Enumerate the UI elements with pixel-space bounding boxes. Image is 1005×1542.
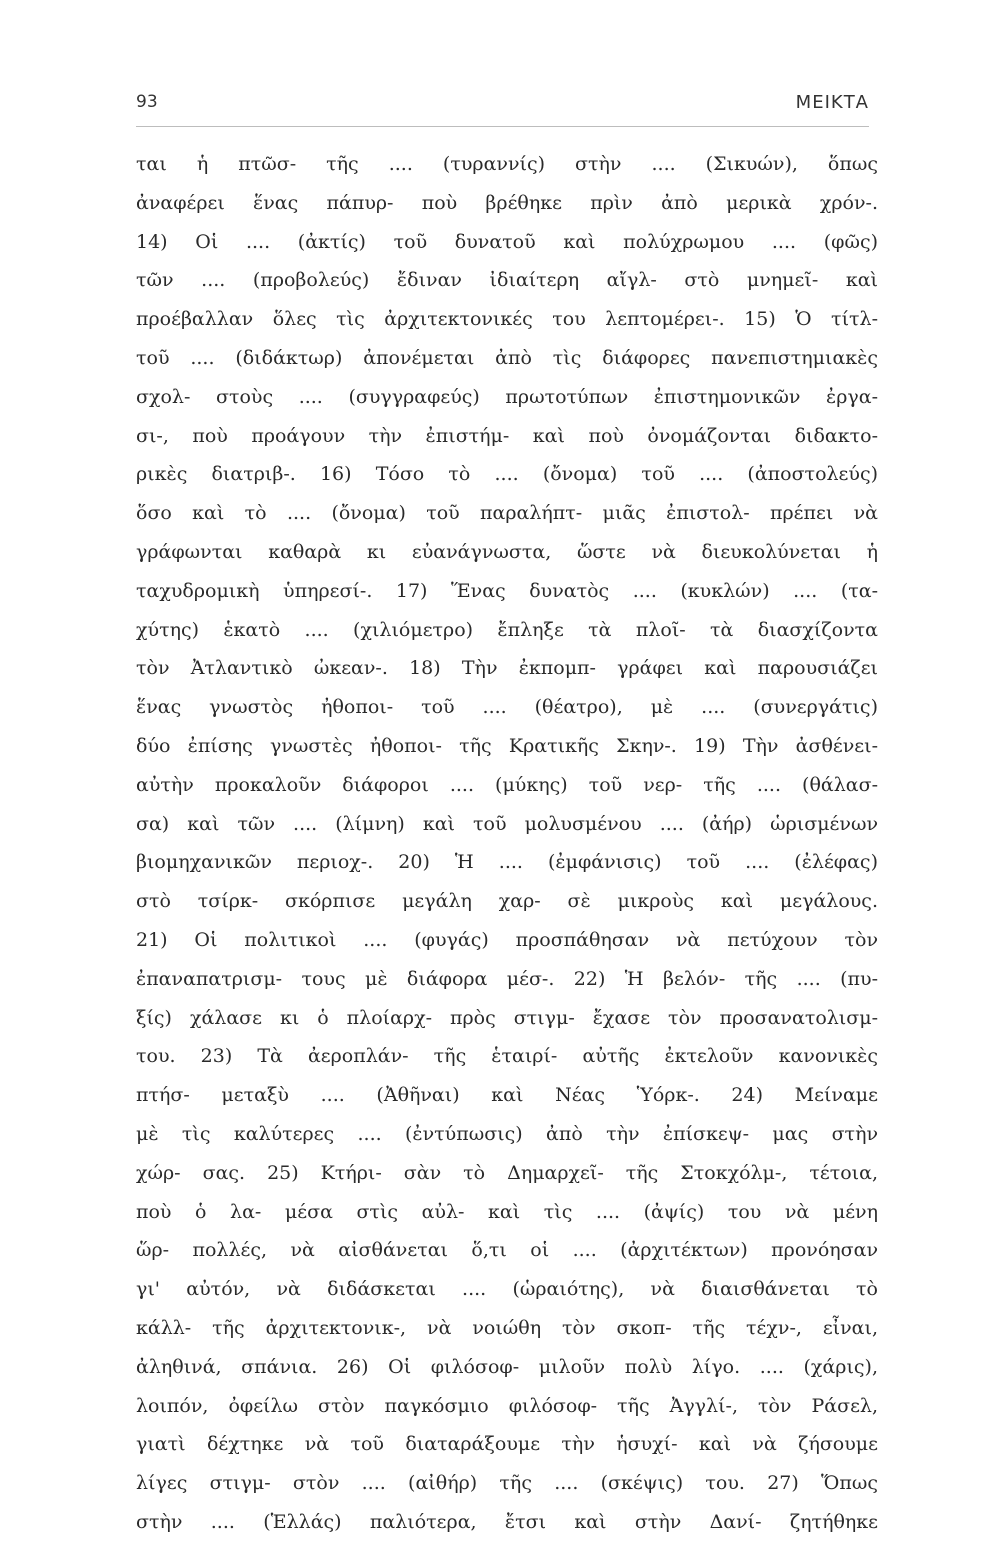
text-line: δύο ἐπίσης γνωστὲς ἠθοποι- τῆς Κρατικῆς Σκην-. 19) Τὴν ἀσθένει- xyxy=(136,734,878,757)
text-line: σχολ- στοὺς .... (συγγραφεύς) πρωτοτύπων ἐπιστημονικῶν ἐργα- xyxy=(136,385,878,408)
text-line: χώρ- σας. 25) Κτήρι- σὰν τὸ Δημαρχεῖ- τῆς Στοκχόλμ-, τέτοια, xyxy=(136,1161,878,1184)
text-line: τῶν .... (προβολεύς) ἔδιναν ἰδιαίτερη αἴγλ- στὸ μνημεῖ- καὶ xyxy=(136,269,878,292)
page-number: 93 xyxy=(136,92,158,112)
text-line: ποὺ ὁ λα- μέσα στὶς αὐλ- καὶ τὶς .... (ἀψίς) του νὰ μένη xyxy=(136,1200,878,1223)
text-line: προέβαλλαν ὅλες τὶς ἀρχιτεκτονικές του λεπτομέρει-. 15) Ὁ τίτλ- xyxy=(136,308,878,331)
text-line: βιομηχανικῶν περιοχ-. 20) Ἡ .... (ἐμφάνισις) τοῦ .... (ἐλέφας) xyxy=(136,851,878,874)
text-line: 14) Οἱ .... (ἀκτίς) τοῦ δυνατοῦ καὶ πολύχρωμου .... (φῶς) xyxy=(136,230,878,253)
text-line: ξίς) χάλασε κι ὁ πλοίαρχ- πρὸς στιγμ- ἔχασε τὸν προσανατολισμ- xyxy=(136,1006,878,1029)
text-line: ἀναφέρει ἕνας πάπυρ- ποὺ βρέθηκε πρὶν ἀπὸ μερικὰ χρόν-. xyxy=(136,191,878,214)
text-line: ἀληθινά, σπάνια. 26) Οἱ φιλόσοφ- μιλοῦν πολὺ λίγο. .... (χάρις), xyxy=(136,1355,878,1378)
text-line: 21) Οἱ πολιτικοὶ .... (φυγάς) προσπάθησαν νὰ πετύχουν τὸν xyxy=(136,928,878,951)
text-line: τοῦ .... (διδάκτωρ) ἀπονέμεται ἀπὸ τὶς διάφορες πανεπιστημιακὲς xyxy=(136,346,878,369)
text-line: κάλλ- τῆς ἀρχιτεκτονικ-, νὰ νοιώθη τὸν σκοπ- τῆς τέχν-, εἶναι, xyxy=(136,1316,878,1339)
text-line: σι-, ποὺ προάγουν τὴν ἐπιστήμ- καὶ ποὺ ὀνομάζονται διδακτο- xyxy=(136,424,878,447)
text-line: ρικὲς διατριβ-. 16) Τόσο τὸ .... (ὄνομα) τοῦ .... (ἀποστολεύς) xyxy=(136,463,878,486)
text-line: στὴν .... (Ἑλλάς) παλιότερα, ἔτσι καὶ στὴν Δανί- ζητήθηκε xyxy=(136,1510,878,1533)
text-line: χύτης) ἑκατὸ .... (χιλιόμετρο) ἔπληξε τὰ πλοῖ- τὰ διασχίζοντα xyxy=(136,618,878,641)
text-line: του. 23) Τὰ ἀεροπλάν- τῆς ἑταιρί- αὐτῆς ἐκτελοῦν κανονικὲς xyxy=(136,1045,878,1068)
text-line: αὐτὴν προκαλοῦν διάφοροι .... (μύκης) τοῦ νερ- τῆς .... (θάλασ- xyxy=(136,773,878,796)
text-line: γράφωνται καθαρὰ κι εὐανάγνωστα, ὥστε νὰ διευκολύνεται ἡ xyxy=(136,540,878,563)
text-line: λοιπόν, ὀφείλω στὸν παγκόσμιο φιλόσοφ- τῆς Ἀγγλί-, τὸν Ράσελ, xyxy=(136,1394,878,1417)
text-line: πτήσ- μεταξὺ .... (Ἀθῆναι) καὶ Νέας Ὑόρκ-. 24) Μείναμε xyxy=(136,1084,878,1107)
text-line: στὸ τσίρκ- σκόρπισε μεγάλη χαρ- σὲ μικροὺς καὶ μεγάλους. xyxy=(136,890,878,913)
text-line: λίγες στιγμ- στὸν .... (αἰθήρ) τῆς .... (σκέψις) του. 27) Ὅπως xyxy=(136,1472,878,1495)
text-line: ὥρ- πολλές, νὰ αἰσθάνεται ὅ,τι οἱ .... (ἀρχιτέκτων) προνόησαν xyxy=(136,1239,878,1262)
text-line: ἕνας γνωστὸς ἠθοποι- τοῦ .... (θέατρο), μὲ .... (συνεργάτις) xyxy=(136,696,878,719)
text-line: σα) καὶ τῶν .... (λίμνη) καὶ τοῦ μολυσμένου .... (ἀήρ) ὡρισμένων xyxy=(136,812,878,835)
page-header xyxy=(136,92,869,120)
text-line: γι' αὐτόν, νὰ διδάσκεται .... (ὡραιότης), νὰ διαισθάνεται τὸ xyxy=(136,1278,878,1301)
text-line: ται ἡ πτῶσ- τῆς .... (τυραννίς) στὴν .... (Σικυών), ὅπως xyxy=(136,153,878,175)
body-text xyxy=(136,145,878,1542)
running-head: ΜΕΙΚΤΑ xyxy=(795,92,869,113)
text-line: γιατὶ δέχτηκε νὰ τοῦ διαταράξουμε τὴν ἡσυχί- καὶ νὰ ζήσουμε xyxy=(136,1433,878,1456)
text-line: ταχυδρομικὴ ὑπηρεσί-. 17) Ἕνας δυνατὸς .... (κυκλών) .... (τα- xyxy=(136,579,878,602)
header-rule xyxy=(136,126,869,127)
text-line: μὲ τὶς καλύτερες .... (ἐντύπωσις) ἀπὸ τὴν ἐπίσκεψ- μας στὴν xyxy=(136,1122,878,1145)
text-line: τὸν Ἀτλαντικὸ ὠκεαν-. 18) Τὴν ἐκπομπ- γράφει καὶ παρουσιάζει xyxy=(136,657,878,680)
text-line: ὅσο καὶ τὸ .... (ὄνομα) τοῦ παραλήπτ- μιᾶς ἐπιστολ- πρέπει νὰ xyxy=(136,502,878,525)
text-line: ἐπαναπατρισμ- τους μὲ διάφορα μέσ-. 22) Ἡ βελόν- τῆς .... (πυ- xyxy=(136,967,878,990)
